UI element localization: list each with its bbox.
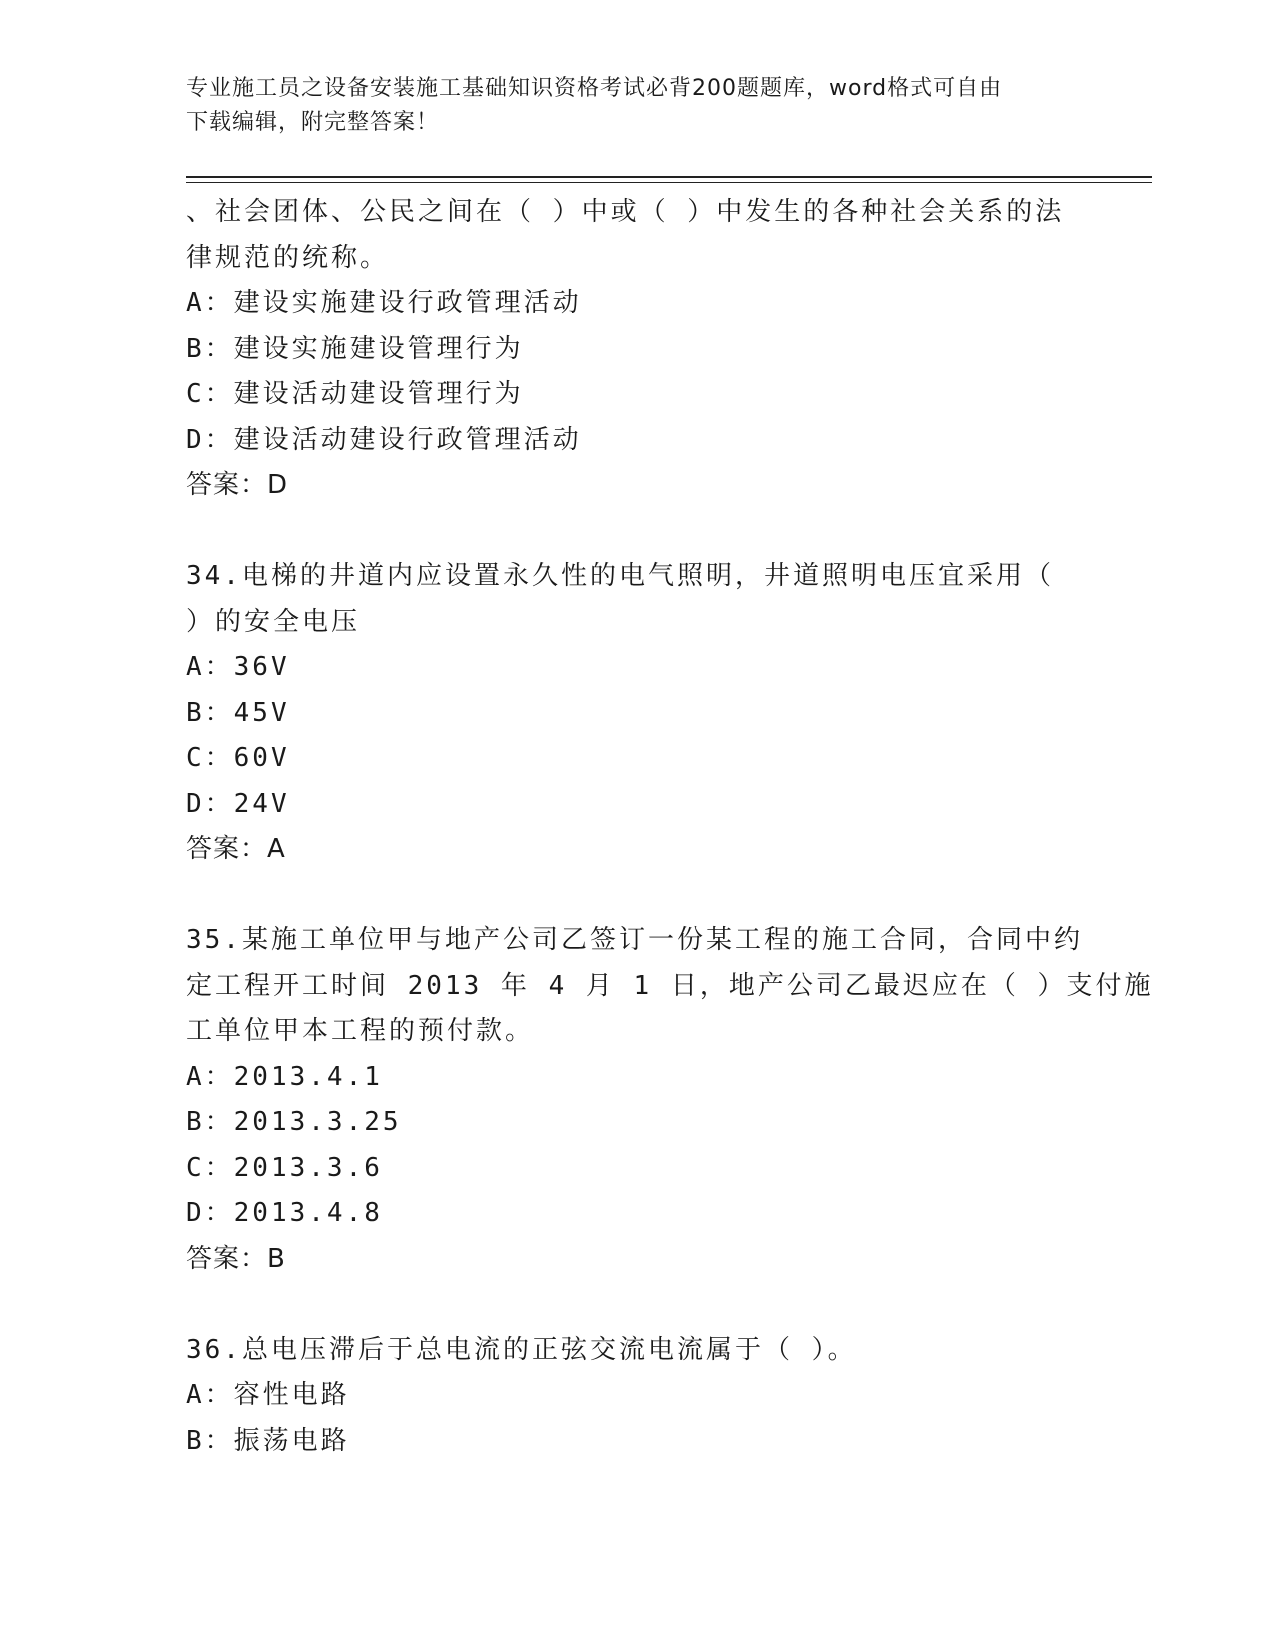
option-d: D：建设活动建设行政管理活动 [186, 424, 582, 455]
spacer [186, 1282, 1086, 1328]
option-a: A：2013.4.1 [186, 1061, 383, 1092]
header-divider-thin [186, 182, 1152, 183]
question-stem: 34.电梯的井道内应设置永久性的电气照明，井道照明电压宜采用（ [186, 561, 1054, 591]
answer-label: 答案：A [186, 834, 286, 864]
option-c: C：60V [186, 743, 290, 773]
question-stem: ）的安全电压 [186, 606, 361, 637]
question-stem: 工单位甲本工程的预付款。 [186, 1016, 535, 1046]
option-c: C：建设活动建设管理行为 [186, 379, 524, 409]
question-list [186, 190, 1154, 1464]
option-b: B：2013.3.25 [186, 1107, 402, 1137]
question-35 [186, 918, 1154, 1282]
header-line-1: 专业施工员之设备安装施工基础知识资格考试必背200题题库，word格式可自由 [186, 76, 1003, 101]
question-stem: 定工程开工时间 2013 年 4 月 1 日，地产公司乙最迟应在（ ）支付施 [186, 970, 1154, 1001]
option-b: B：振荡电路 [186, 1425, 350, 1456]
document-header [186, 72, 1066, 140]
question-33 [186, 190, 1086, 509]
question-34 [186, 554, 1086, 873]
spacer [186, 509, 1086, 555]
header-line-2: 下载编辑，附完整答案！ [186, 110, 440, 135]
option-c: C：2013.3.6 [186, 1152, 383, 1183]
option-b: B：建设实施建设管理行为 [186, 333, 524, 364]
option-a: A：36V [186, 652, 290, 682]
question-stem: 35.某施工单位甲与地产公司乙签订一份某工程的施工合同，合同中约 [186, 925, 1083, 955]
option-a: A：建设实施建设行政管理活动 [186, 288, 582, 318]
question-stem: 律规范的统称。 [186, 242, 390, 273]
option-b: B：45V [186, 697, 290, 728]
question-stem: 、社会团体、公民之间在（ ）中或（ ）中发生的各种社会关系的法 [186, 197, 1065, 227]
answer-label: 答案：B [186, 1243, 286, 1274]
header-divider-thick [186, 176, 1152, 178]
question-stem: 36.总电压滞后于总电流的正弦交流电流属于（ ）。 [186, 1334, 857, 1365]
answer-label: 答案：D [186, 470, 289, 500]
option-d: D：24V [186, 788, 290, 819]
question-36 [186, 1328, 1086, 1465]
option-a: A：容性电路 [186, 1380, 350, 1410]
spacer [186, 873, 1086, 919]
option-d: D：2013.4.8 [186, 1198, 383, 1228]
